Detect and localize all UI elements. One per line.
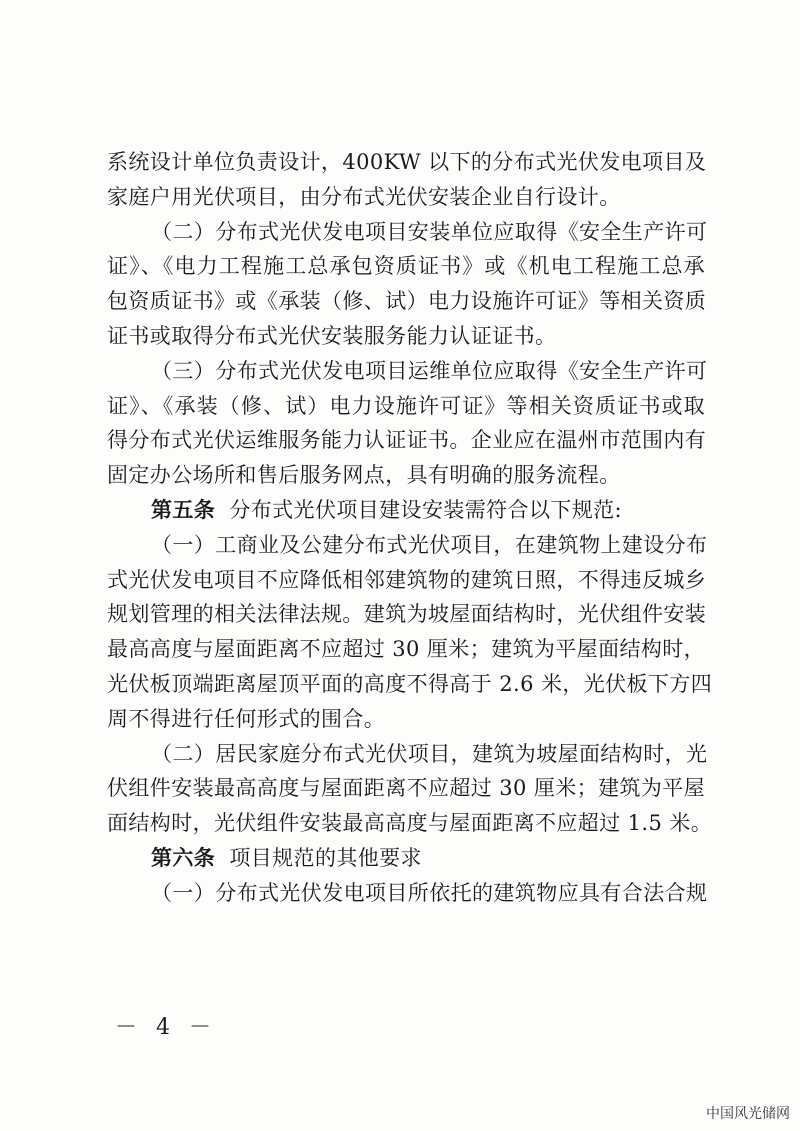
article-number: 第五条 [151, 496, 216, 522]
article-title: 项目规范的其他要求 [229, 845, 422, 870]
page-number: － 4 － [115, 1015, 217, 1040]
text-line: 式光伏发电项目不应降低相邻建筑物的建筑日照，不得违反城乡 [107, 567, 707, 592]
article-title: 分布式光伏项目建设安装需符合以下规范: [229, 497, 623, 522]
text-line: （二）居民家庭分布式光伏项目，建筑为坡屋面结构时，光 [151, 741, 708, 766]
document-body [107, 145, 713, 911]
text-line: （一）分布式光伏发电项目所依托的建筑物应具有合法合规 [151, 880, 708, 905]
text-line: 规划管理的相关法律法规。建筑为坡屋面结构时，光伏组件安装 [107, 602, 707, 627]
text-line: （二）分布式光伏发电项目安装单位应取得《安全生产许可 [151, 219, 708, 244]
article-number: 第六条 [151, 844, 216, 870]
text-line: 家庭户用光伏项目，由分布式光伏安装企业自行设计。 [107, 184, 621, 209]
text-line: 证书或取得分布式光伏安装服务能力认证证书。 [107, 323, 557, 348]
text-line: 证》、《承装（修、试）电力设施许可证》等相关资质证书或取 [107, 393, 705, 418]
article-heading-line [107, 493, 705, 528]
text-line: 面结构时，光伏组件安装最高高度与屋面距离不应超过 1.5 米。 [107, 811, 713, 836]
text-line: 伏组件安装最高高度与屋面距离不应超过 30 厘米；建筑为平屋 [107, 776, 706, 801]
text-line: 最高高度与屋面距离不应超过 30 厘米；建筑为平屋面结构时， [107, 637, 706, 662]
text-line: 系统设计单位负责设计，400KW 以下的分布式光伏发电项目及 [107, 150, 707, 174]
text-line: 光伏板顶端距离屋顶平面的高度不得高于 2.6 米，光伏板下方四 [107, 671, 713, 696]
text-line: （三）分布式光伏发电项目运维单位应取得《安全生产许可 [151, 358, 708, 383]
text-line: 得分布式光伏运维服务能力认证证书。企业应在温州市范围内有 [107, 428, 707, 453]
article-heading-line [107, 841, 705, 876]
text-line: 固定办公场所和售后服务网点，具有明确的服务流程。 [107, 463, 621, 488]
text-line: 周不得进行任何形式的围合。 [107, 706, 386, 731]
text-line: （一）工商业及公建分布式光伏项目，在建筑物上建设分布 [151, 532, 708, 557]
text-line: 证》、《电力工程施工总承包资质证书》或《机电工程施工总承 [107, 254, 705, 279]
text-line: 包资质证书》或《承装（修、试）电力设施许可证》等相关资质 [107, 289, 707, 314]
site-watermark: 中国风光储网 [706, 1106, 790, 1122]
